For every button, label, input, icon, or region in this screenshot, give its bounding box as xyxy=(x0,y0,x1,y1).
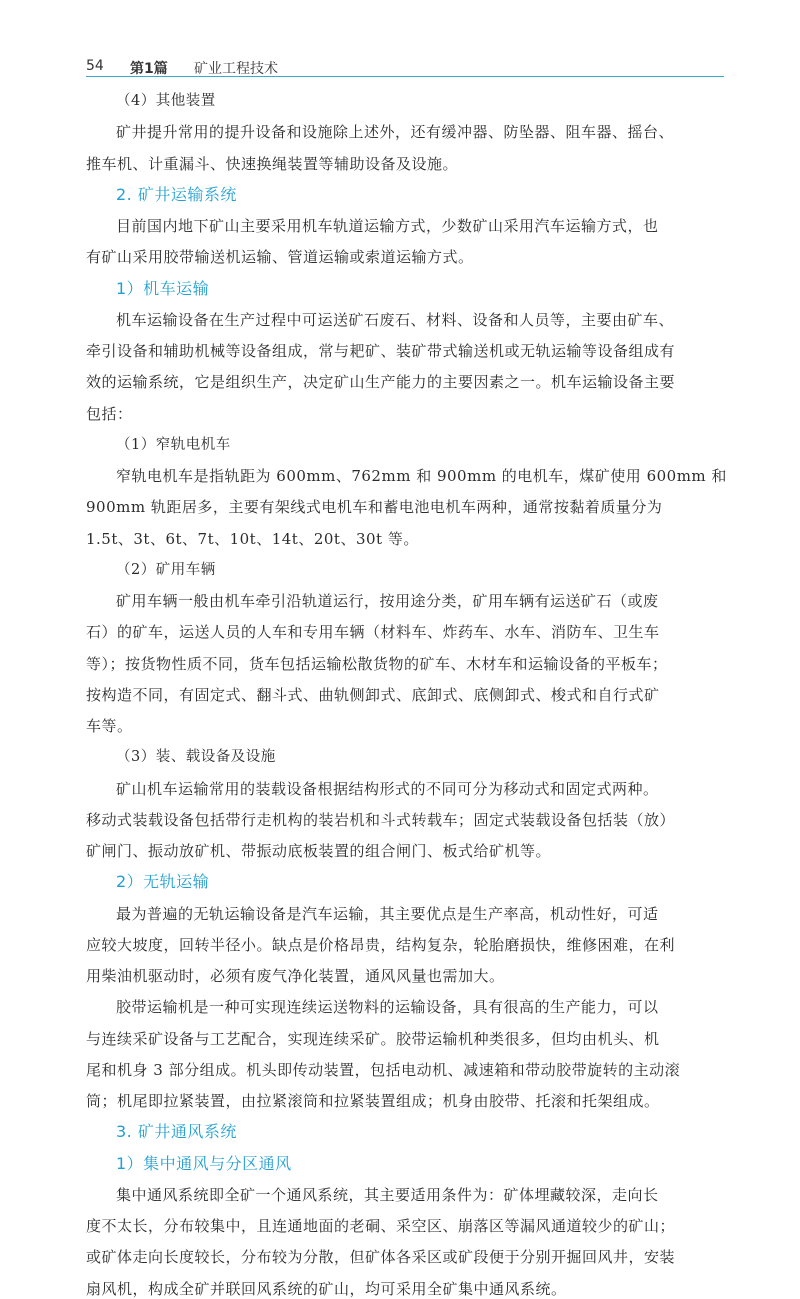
running-title: 矿业工程技术 xyxy=(194,61,278,77)
body-line: 移动式装载设备包括带行走机构的装岩机和斗式转载车；固定式装载设备包括装（放） xyxy=(86,810,676,829)
body-line: 矿山机车运输常用的装载设备根据结构形式的不同可分为移动式和固定式两种。 xyxy=(116,779,659,798)
subsection-heading: 1）集中通风与分区通风 xyxy=(116,1153,292,1173)
body-line: 矿闸门、振动放矿机、带振动底板装置的组合闸门、板式给矿机等。 xyxy=(86,842,552,860)
subsection-heading: 2）无轨运输 xyxy=(116,872,210,892)
body-line: 最为普遍的无轨运输设备是汽车运输，其主要优点是生产率高，机动性好，可适 xyxy=(116,904,659,923)
body-line: 牵引设备和辅助机械等设备组成，常与耙矿、装矿带式输送机或无轨运输等设备组成有 xyxy=(86,342,676,360)
subsection-heading: 1）机车运输 xyxy=(116,278,210,298)
body-line: 车等。 xyxy=(86,717,133,735)
body-line: 矿用车辆一般由机车牵引沿轨道运行，按用途分类，矿用车辆有运送矿石（或废 xyxy=(116,592,659,610)
body-line: 目前国内地下矿山主要采用机车轨道运输方式，少数矿山采用汽车运输方式，也 xyxy=(116,217,659,235)
body-line: 筒；机尾即拉紧装置，由拉紧滚筒和拉紧装置组成；机身由胶带、托滚和托架组成。 xyxy=(86,1092,660,1110)
body-line: 按构造不同，有固定式、翻斗式、曲轨侧卸式、底卸式、底侧卸式、梭式和自行式矿 xyxy=(86,685,660,704)
body-line: 机车运输设备在生产过程中可运送矿石废石、材料、设备和人员等，主要由矿车、 xyxy=(116,310,675,329)
section-heading: 2. 矿井运输系统 xyxy=(116,184,237,204)
body-line: 尾和机身 3 部分组成。机头即传动装置，包括电动机、减速箱和带动胶带旋转的主动滚 xyxy=(86,1060,681,1079)
body-line: 1.5t、3t、6t、7t、10t、14t、20t、30t 等。 xyxy=(86,529,419,548)
part-label: 第1篇 xyxy=(130,61,168,77)
body-line: 推车机、计重漏斗、快速换绳装置等辅助设备及设施。 xyxy=(86,154,459,173)
body-line: 矿井提升常用的提升设备和设施除上述外，还有缓冲器、防坠器、阻车器、摇台、 xyxy=(116,123,675,142)
body-line: 窄轨电机车是指轨距为 600mm、762mm 和 900mm 的电机车，煤矿使用 600mm 和 xyxy=(116,467,727,485)
body-line: 或矿体走向长度较长，分布较为分散，但矿体各采区或矿段便于分别开掘回风井，安装 xyxy=(86,1248,676,1267)
page-number: 54 xyxy=(86,58,104,74)
body-line: 等）；按货物性质不同，货车包括运输松散货物的矿车、木材车和运输设备的平板车； xyxy=(86,654,668,673)
body-line: 胶带运输机是一种可实现连续运送物料的运输设备，具有很高的生产能力，可以 xyxy=(116,998,659,1017)
body-line: 应较大坡度，回转半径小。缺点是价格昂贵，结构复杂，轮胎磨损快，维修困难，在利 xyxy=(86,935,676,954)
body-line: 有矿山采用胶带输送机运输、管道运输或索道运输方式。 xyxy=(86,248,474,267)
body-line: 包括： xyxy=(86,404,133,423)
body-line: 900mm 轨距居多，主要有架线式电机车和蓄电池电机车两种，通常按黏着质量分为 xyxy=(86,498,663,517)
header-rule xyxy=(86,76,724,77)
body-line: 集中通风系统即全矿一个通风系统，其主要适用条件为：矿体埋藏较深，走向长 xyxy=(116,1185,659,1204)
item-heading: （4）其他装置 xyxy=(116,93,216,109)
body-line: 用柴油机驱动时，必须有废气净化装置，通风风量也需加大。 xyxy=(86,967,505,985)
item-heading: （2）矿用车辆 xyxy=(116,561,216,578)
body-line: 与连续采矿设备与工艺配合，实现连续采矿。胶带运输机种类很多，但均由机头、机 xyxy=(86,1029,660,1048)
section-heading: 3. 矿井通风系统 xyxy=(116,1122,237,1142)
item-heading: （3）装、载设备及设施 xyxy=(116,749,276,766)
body-line: 度不太长，分布较集中，且连通地面的老硐、采空区、崩落区等漏风通道较少的矿山； xyxy=(86,1217,676,1235)
body-line: 石）的矿车，运送人员的人车和专用车辆（材料车、炸药车、水车、消防车、卫生车 xyxy=(86,623,660,642)
item-heading: （1）窄轨电机车 xyxy=(116,436,231,453)
body-line: 效的运输系统，它是组织生产，决定矿山生产能力的主要因素之一。机车运输设备主要 xyxy=(86,373,676,392)
body-line: 扇风机，构成全矿并联回风系统的矿山，均可采用全矿集中通风系统。 xyxy=(86,1279,567,1298)
